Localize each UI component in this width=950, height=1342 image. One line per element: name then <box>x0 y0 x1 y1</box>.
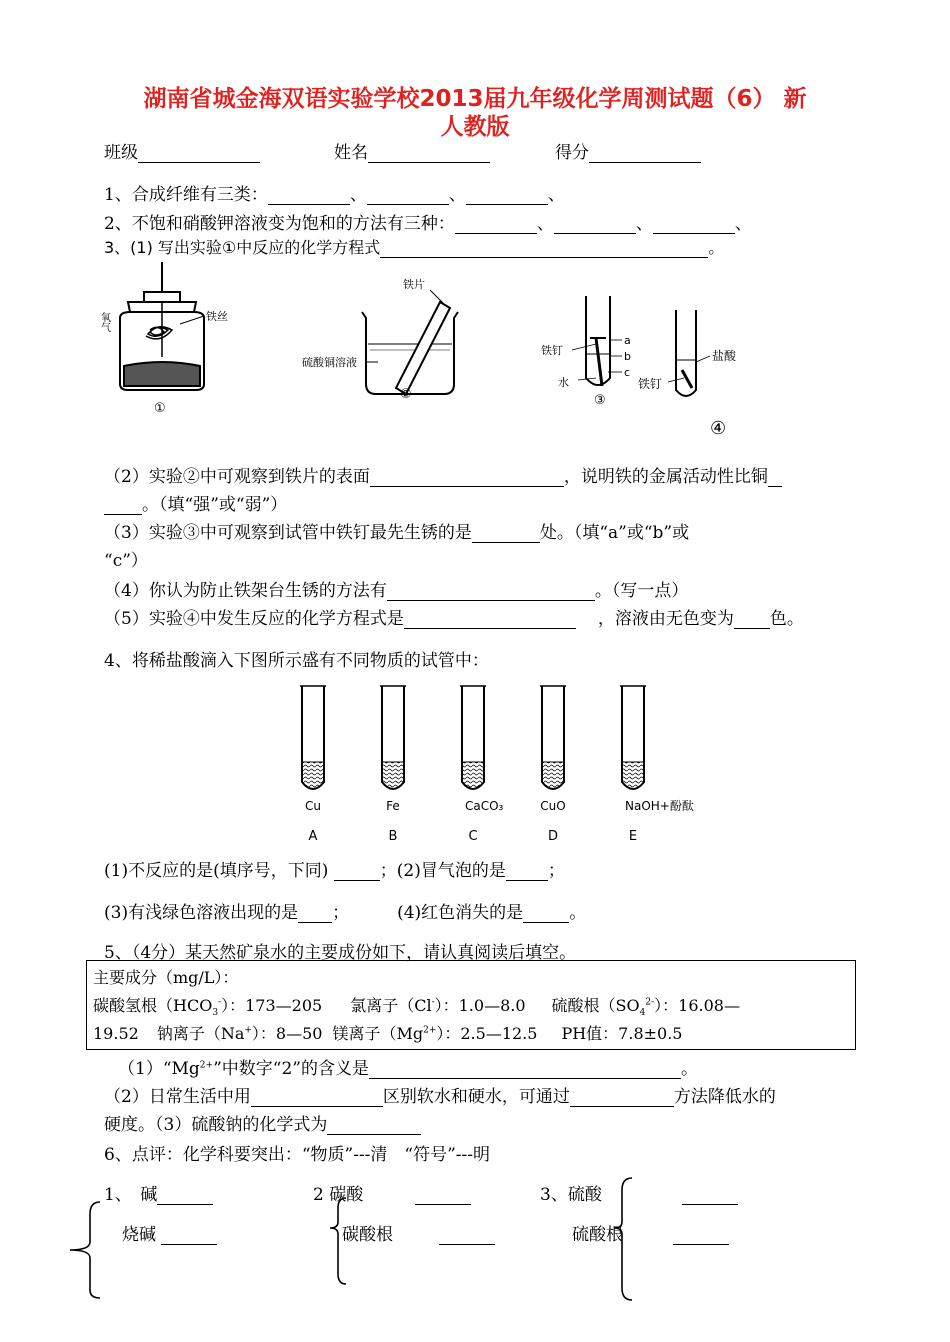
q3-part4-text: （4）你认为防止铁架台生锈的方法有 <box>104 581 387 601</box>
tube-letter-label: C <box>468 829 478 844</box>
q6-g3-blank-1[interactable] <box>682 1186 738 1205</box>
q4-sub3-sub4 <box>104 898 586 923</box>
hco3-value: ）：173—205 <box>221 996 323 1015</box>
q1-blank-2[interactable] <box>367 186 449 205</box>
so4-value: ）：16.08— <box>654 996 740 1015</box>
q2-blank-1[interactable] <box>455 215 537 234</box>
so4-value-cont: 19.52 <box>93 1024 139 1043</box>
q3-part1-blank[interactable] <box>380 239 708 258</box>
class-field <box>104 138 260 163</box>
q4-sub2-end: ； <box>547 861 565 881</box>
test-tube-B <box>380 686 406 844</box>
q4-sub1-end: ； <box>379 861 397 881</box>
q3-part5-text: （5）实验④中发生反应的化学方程式是 <box>104 609 404 629</box>
q1-text: 1、合成纤维有三类： <box>104 185 268 205</box>
braces <box>60 1170 660 1310</box>
q1-sep: 、 <box>448 185 466 205</box>
experiment-2-beaker <box>362 290 458 394</box>
copper-sulfate-label: 硫酸铜溶液 <box>302 356 357 369</box>
q3-part2-blank-2[interactable] <box>768 468 782 487</box>
brace-left-icon <box>70 1202 100 1298</box>
q3-part2-line2 <box>104 490 287 515</box>
figure-number-3: ③ <box>594 393 606 408</box>
na-text: 钠离子（Na <box>156 1024 245 1043</box>
water-label: 水 <box>558 376 569 389</box>
box-line-1: 主要成分（mg/L）： <box>93 968 239 987</box>
q5-sub1-end: 。 <box>680 1059 698 1079</box>
box-line-3: 19.52 钠离子（Na+）：8—50 镁离子$(Mg^{2+})$：2.5—12.5 PH值：7.8±0.5 <box>93 1024 683 1043</box>
q4-sub2-text: (2)冒气泡的是 <box>396 861 506 881</box>
experiment-figure <box>100 262 860 442</box>
experiment-4-tube <box>668 310 710 396</box>
tube-letter-label: E <box>628 829 638 844</box>
q1-blank-1[interactable] <box>268 186 350 205</box>
q2-end: 、 <box>734 214 752 234</box>
question-6: 6、点评：化学科要突出：“物质”---清 “符号”---明 <box>104 1145 491 1165</box>
figure-number-4: ④ <box>710 418 727 439</box>
q1-sep: 、 <box>349 185 367 205</box>
q6-g1-title-text: 1、 碱 <box>104 1185 158 1205</box>
q6-g2-title-text: 2 碳酸 <box>313 1185 364 1205</box>
q3-part3-line2: “c”） <box>104 551 148 571</box>
mg-text: 镁离子（Mg <box>332 1024 424 1043</box>
iron-wire-label: 铁丝 <box>206 310 228 323</box>
q5-sub2-text-b: 区别软水和硬水，可通过 <box>382 1087 570 1107</box>
q4-sub4-text: (4)红色消失的是 <box>397 903 524 923</box>
q3-part3-blank[interactable] <box>472 524 540 543</box>
iron-sheet-label: 铁片 <box>403 278 425 291</box>
q3-part3-line1 <box>104 518 689 543</box>
q3-part2-text: （2）实验②中可观察到铁片的表面 <box>104 467 370 487</box>
q6-g1-item-text: 烧碱 <box>122 1225 156 1245</box>
name-field <box>334 138 490 163</box>
page-title-line2: 人教版 <box>440 114 510 140</box>
q3-part4-blank[interactable] <box>387 582 595 601</box>
test-tube-E <box>620 686 694 844</box>
tube-substance-label: Cu <box>305 799 321 813</box>
q4-sub3-end: ； <box>332 903 350 923</box>
q3-part2-line1 <box>104 462 782 487</box>
q3-part5 <box>104 604 804 629</box>
question-5: 5、（4分）某天然矿泉水的主要成份如下，请认真阅读后填空。 <box>104 943 577 963</box>
q5-sub2-text-c: 方法降低水的 <box>673 1087 776 1107</box>
hcl-label: 盐酸 <box>712 349 737 363</box>
test-tube-C <box>460 686 504 844</box>
q5-sub3-blank[interactable] <box>327 1116 421 1135</box>
q5-sub3-text: 硬度。（3）硫酸钠的化学式为 <box>104 1115 328 1135</box>
mg-value: ）：2.5—12.5 <box>436 1024 538 1043</box>
tube-substance-label: NaOH+酚酞 <box>625 799 694 813</box>
test-tube-D <box>540 686 566 844</box>
q5-sub2-text: （2）日常生活中用 <box>104 1087 251 1107</box>
tube-letter-label: B <box>388 829 398 844</box>
figure-number-2: ② <box>400 387 412 402</box>
question-4: 4、将稀盐酸滴入下图所示盛有不同物质的试管中： <box>104 651 489 671</box>
q3-part2-blank-1[interactable] <box>370 468 564 487</box>
question-2 <box>104 209 752 234</box>
q6-g2-item-text: 碳酸根 <box>342 1225 393 1245</box>
hco3-text: 碳酸氢根（HCO <box>93 996 213 1015</box>
q3-part4 <box>104 576 688 601</box>
q1-blank-3[interactable] <box>466 186 548 205</box>
q4-sub4-end: 。 <box>569 903 587 923</box>
q5-sub3 <box>104 1110 421 1135</box>
tube-substance-label: CuO <box>540 799 566 813</box>
q5-sub1: $(1)“Mg^{2+}$”中数字“2”的含义是 。 <box>118 1059 698 1079</box>
q3-part1-end: 。 <box>708 238 725 257</box>
q3-part5-text-c: 色。 <box>769 609 804 629</box>
q3-part5-blank-1[interactable] <box>404 610 576 629</box>
name-blank[interactable] <box>368 144 490 163</box>
q5-sub1-text: （1）“Mg <box>118 1059 200 1079</box>
brace-right-icon <box>614 1178 632 1300</box>
page-title: 湖南省城金海双语实验学校2013届九年级化学周测试题（6） 新 <box>143 86 807 112</box>
q4-sub3-text: (3)有浅绿色溶液出现的是 <box>104 903 299 923</box>
point-b-label: b <box>624 350 631 363</box>
q3-part2-text-c: 。（填“强”或“弱”） <box>142 495 288 515</box>
score-label: 得分 <box>555 143 589 163</box>
tube-letter-label: D <box>547 829 559 844</box>
q3-part4-text-b: 。（写一点） <box>594 581 689 601</box>
q3-part2-blank-2b[interactable] <box>104 496 142 515</box>
test-tubes-figure <box>280 680 700 845</box>
score-blank[interactable] <box>589 144 701 163</box>
class-label: 班级 <box>104 143 138 163</box>
tube-substance-label: Fe <box>386 799 400 813</box>
tube-substance-label: CaCO₃ <box>465 799 504 813</box>
q6-g3-item-text: 硫酸根 <box>572 1225 623 1245</box>
q3-part5-blank-2[interactable] <box>734 610 770 629</box>
q2-blank-3[interactable] <box>653 215 735 234</box>
iron-nail-label: 铁钉 <box>541 344 563 357</box>
cl-text: 氯离子（Cl <box>350 996 432 1015</box>
q5-sub1-blank[interactable] <box>369 1060 681 1079</box>
q6-g3-blank-2[interactable] <box>673 1226 729 1245</box>
test-tube-A <box>300 686 326 844</box>
q3-part2-text-b: ，说明铁的金属活动性比铜 <box>563 467 768 487</box>
q5-sub2-blank-1[interactable] <box>251 1088 383 1107</box>
class-blank[interactable] <box>138 144 260 163</box>
brace-middle-icon <box>330 1198 346 1284</box>
tube-group <box>300 686 694 844</box>
q1-end: 、 <box>547 185 565 205</box>
box-line-2: 碳酸氢根$(HCO_3^-)$：173—205 氯离子（Cl-）：1.0—8.0 硫酸根$(SO_4^{2-})$：16.08— <box>93 996 740 1019</box>
mineral-water-box <box>86 960 856 1050</box>
point-a-label: a <box>624 334 631 347</box>
question-3-part1 <box>104 235 724 258</box>
score-field <box>555 138 701 163</box>
q5-sub2-blank-2[interactable] <box>570 1088 674 1107</box>
q3-part5-text-b: ，溶液由无色变为 <box>597 609 734 629</box>
experiment-1-jar <box>120 262 204 390</box>
q5-sub1-text-b: ”中数字“2”的含义是 <box>213 1059 369 1079</box>
tube-letter-label: A <box>308 829 318 844</box>
ph-value: PH值：7.8±0.5 <box>561 1024 683 1043</box>
q3-part1-text: 3、(1) 写出实验①中反应的化学方程式 <box>104 238 381 257</box>
q6-g3-title-text: 3、硫酸 <box>540 1185 602 1205</box>
q2-sep: 、 <box>536 214 554 234</box>
experiment-3-tube <box>572 296 622 386</box>
point-c-label: c <box>624 366 631 379</box>
q5-sub2 <box>104 1082 776 1107</box>
q3-part3-text: （3）实验③中可观察到试管中铁钉最先生锈的是 <box>104 523 472 543</box>
q2-sep: 、 <box>635 214 653 234</box>
oxygen-label: 氧气 <box>98 312 110 332</box>
q4-sub3-blank[interactable] <box>298 904 332 923</box>
na-value: ）：8—50 <box>251 1024 323 1043</box>
so4-text: 硫酸根（SO <box>551 996 640 1015</box>
name-label: 姓名 <box>334 143 368 163</box>
q3-part3-text-b: 处。（填“a”或“b”或 <box>539 523 690 543</box>
iron-nail-2-label: 铁钉 <box>638 377 663 391</box>
q4-sub4-blank[interactable] <box>523 904 569 923</box>
q2-blank-2[interactable] <box>554 215 636 234</box>
q4-sub2-blank[interactable] <box>506 862 548 881</box>
cl-value: ）：1.0—8.0 <box>434 996 526 1015</box>
q4-sub1-sub2 <box>104 856 565 881</box>
q2-text: 2、不饱和硝酸钾溶液变为饱和的方法有三种： <box>104 214 455 234</box>
q4-sub1-text: (1)不反应的是(填序号，下同) <box>104 861 329 881</box>
figure-number-1: ① <box>154 401 166 416</box>
q4-sub1-blank[interactable] <box>334 862 380 881</box>
question-1 <box>104 180 565 205</box>
